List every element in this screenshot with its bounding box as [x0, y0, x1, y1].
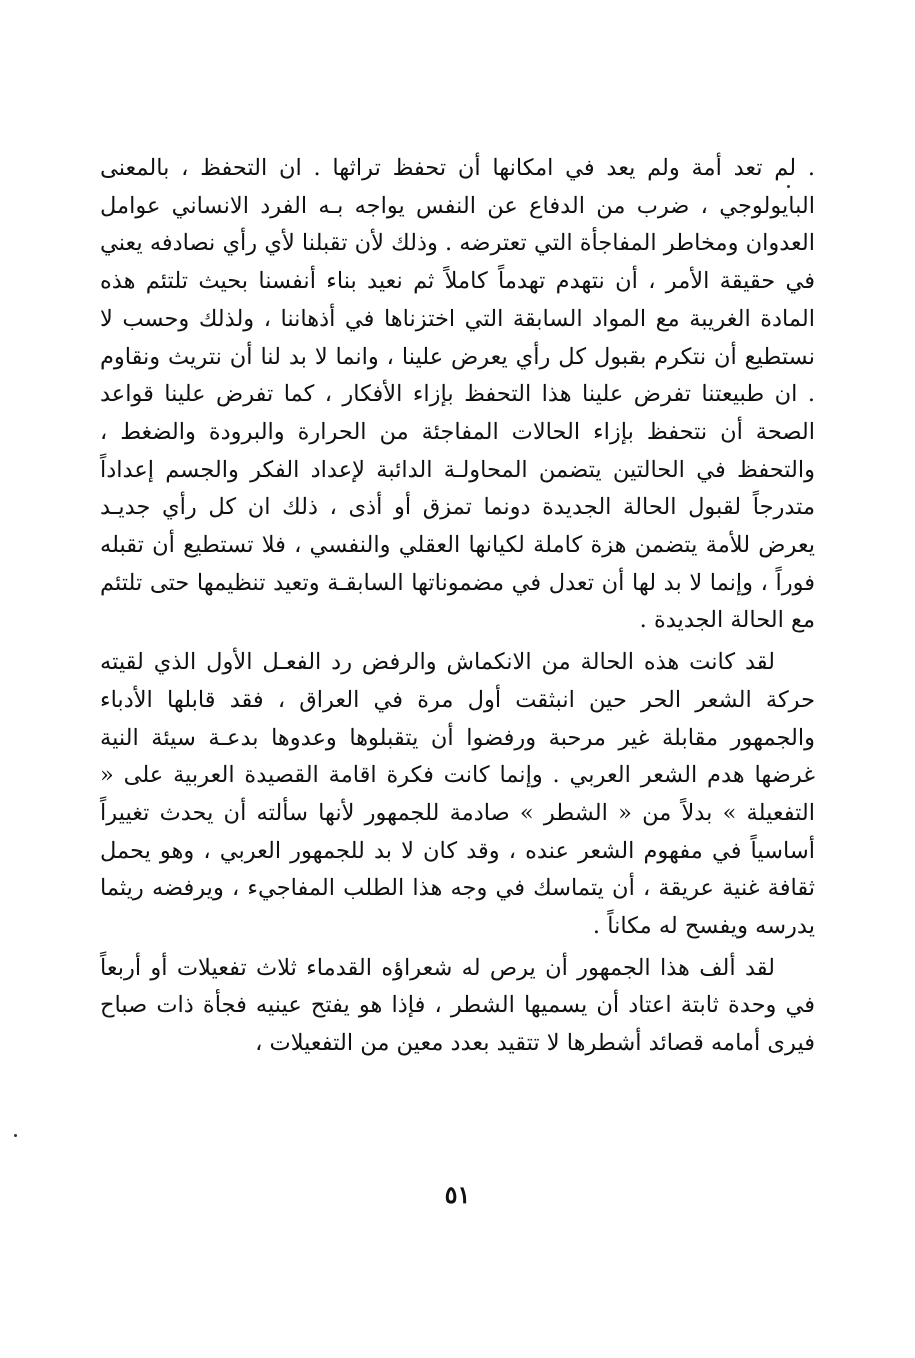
- body-text: [100, 150, 815, 1063]
- paragraph-3: لقد ألف هذا الجمهور أن يرص له شعراؤه القدماء ثلاث تفعيلات أو أربعاً في وحدة ثابتة اعتاد أن يسميها الشطر ، فإذا هو يفتح عينيه فجأة ذات صباح فيرى أمامه قصائد أشطرها لا تتقيد بعدد معين من التفعيلات ،: [100, 954, 815, 1057]
- scan-speck: [14, 1134, 17, 1137]
- paragraph-1: . لم تعد أمة ولم يعد في امكانها أن تحفظ تراثها . ان التحفظ ، بالمعنى البايولوجي ، ضرب من الدفاع عن النفس يواجه بـه الفرد الانساني عوامل العدوان ومخاطر المفاجأة التي تعترضه . وذلك لأن تقبلنا لأي رأي نصادفه يعني في حقيقة الأمر ، أن نتهدم تهدماً كاملاً ثم نعيد بناء أنفسنا بحيث تلتئم هذه المادة الغريبة مع المواد السابقة التي اختزناها في أذهاننا ، ولذلك وحسب لا نستطيع أن نتكرم بقبول كل رأي يعرض علينا ، وانما لا بد لنا أن نتريث ونقاوم . ان طبيعتنا تفرض علينا هذا التحفظ بإزاء الأفكار ، كما تفرض علينا قواعد الصحة أن نتحفظ بإزاء الحالات المفاجئة من الحرارة والبرودة والضغط ، والتحفظ في الحالتين يتضمن المحاولـة الدائبة لإعداد الفكر والجسم إعداداً متدرجاً لقبول الحالة الجديدة دونما تمزق أو أذى ، ذلك ان كل رأي جديـد يعرض للأمة يتضمن هزة كاملة لكيانها العقلي والنفسي ، فلا تستطيع أن تقبله فوراً ، وإنما لا بد لها أن تعدل في مضموناتها السابقـة وتعيد تنظيمها حتى تلتئم مع الحالة الجديدة .: [100, 155, 815, 634]
- scan-speck: [787, 185, 790, 188]
- page-number: ٥١: [444, 1180, 471, 1209]
- paragraph-2: لقد كانت هذه الحالة من الانكماش والرفض رد الفعـل الأول الذي لقيته حركة الشعر الحر حين انبثقت أول مرة في العراق ، فقد قابلها الأدباء والجمهور مقابلة غير مرحبة ورفضوا أن يتقبلوها وعدوها بدعـة سيئة النية غرضها هدم الشعر العربي . وإنما كانت فكرة اقامة القصيدة العربية على « التفعيلة » بدلاً من « الشطر » صادمة للجمهور لأنها سألته أن يحدث تغييراً أساسياً في مفهوم الشعر عنده ، وقد كان لا بد للجمهور العربي ، وهو يحمل ثقافة غنية عريقة ، أن يتماسك في وجه هذا الطلب المفاجيء ، ويرفضه ريثما يدرسه ويفسح له مكاناً .: [100, 649, 815, 940]
